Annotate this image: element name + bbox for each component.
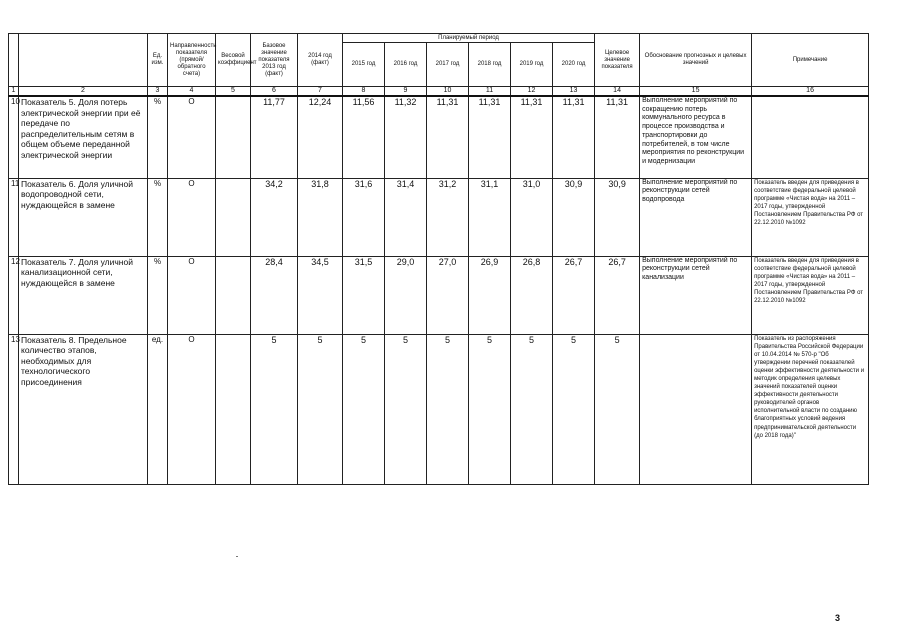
- unit-cell: ед.: [148, 334, 168, 484]
- scan-speck: [236, 556, 238, 557]
- weight-cell: [216, 96, 251, 178]
- plan-value: 11,31: [469, 96, 511, 178]
- col-number: 16: [752, 87, 869, 97]
- plan-value: 5: [427, 334, 469, 484]
- col-number: 9: [385, 87, 427, 97]
- table-row: [9, 334, 869, 484]
- direction-cell: О: [168, 256, 216, 334]
- header-col-a: [9, 34, 19, 87]
- note-text: [752, 96, 869, 178]
- plan-value: 11,31: [511, 96, 553, 178]
- plan-value: 26,7: [553, 256, 595, 334]
- plan-value: 5: [469, 334, 511, 484]
- plan-value: 11,56: [343, 96, 385, 178]
- plan-value: 31,4: [385, 178, 427, 256]
- row-number: 12: [9, 256, 19, 334]
- indicator-name: Показатель 8. Предельное количество этапов, необходимых для технологического присоединения: [19, 334, 148, 484]
- plan-value: 11,32: [385, 96, 427, 178]
- col-number: 11: [469, 87, 511, 97]
- plan-value: 11,31: [553, 96, 595, 178]
- base-value: 5: [251, 334, 298, 484]
- fact-2014-value: 5: [298, 334, 343, 484]
- plan-value: 5: [343, 334, 385, 484]
- note-text: Показатель введен для приведения в соответствие федеральной целевой программе «Чистая вода» на 2011 – 2017 годы, утвержденной Постановлением Правительства РФ от 22.12.2010 №1092: [752, 178, 869, 256]
- plan-value: 11,31: [427, 96, 469, 178]
- weight-cell: [216, 178, 251, 256]
- col-number: 12: [511, 87, 553, 97]
- header-year: 2018 год: [469, 43, 511, 87]
- target-value: 26,7: [595, 256, 640, 334]
- target-value: 5: [595, 334, 640, 484]
- justification-text: [640, 334, 752, 484]
- col-number: 13: [553, 87, 595, 97]
- weight-cell: [216, 334, 251, 484]
- note-text: Показатель введен для приведения в соответствие федеральной целевой программе «Чистая вода» на 2011 – 2017 годы, утвержденной Постановлением Правительства РФ от 22.12.2010 №1092: [752, 256, 869, 334]
- indicators-table: [8, 33, 869, 485]
- col-number: 5: [216, 87, 251, 97]
- header-target: Целевое значение показателя: [595, 34, 640, 87]
- direction-cell: О: [168, 96, 216, 178]
- header-year: 2020 год: [553, 43, 595, 87]
- col-number: 15: [640, 87, 752, 97]
- base-value: 28,4: [251, 256, 298, 334]
- header-year: 2016 год: [385, 43, 427, 87]
- column-numbers-row: [9, 87, 869, 97]
- row-number: 11: [9, 178, 19, 256]
- plan-value: 5: [511, 334, 553, 484]
- header-direction: Направленность показателя (прямой/обратного счета): [168, 34, 216, 87]
- direction-cell: О: [168, 334, 216, 484]
- row-number: 10: [9, 96, 19, 178]
- header-base: Базовое значение показателя 2013 год (факт): [251, 34, 298, 87]
- header-fact2014: 2014 год (факт): [298, 34, 343, 87]
- plan-value: 5: [553, 334, 595, 484]
- header-unit: Ед. изм.: [148, 34, 168, 87]
- unit-cell: %: [148, 96, 168, 178]
- plan-value: 31,5: [343, 256, 385, 334]
- col-number: 4: [168, 87, 216, 97]
- plan-value: 26,8: [511, 256, 553, 334]
- col-number: 7: [298, 87, 343, 97]
- plan-value: 5: [385, 334, 427, 484]
- plan-value: 27,0: [427, 256, 469, 334]
- row-number: 13: [9, 334, 19, 484]
- plan-value: 26,9: [469, 256, 511, 334]
- plan-value: 31,6: [343, 178, 385, 256]
- plan-value: 31,2: [427, 178, 469, 256]
- col-number: 3: [148, 87, 168, 97]
- fact-2014-value: 31,8: [298, 178, 343, 256]
- table-row: [9, 256, 869, 334]
- col-number: 6: [251, 87, 298, 97]
- header-justification: Обоснование прогнозных и целевых значений: [640, 34, 752, 87]
- fact-2014-value: 12,24: [298, 96, 343, 178]
- header-note: Примечание: [752, 34, 869, 87]
- header-row: [9, 34, 869, 43]
- col-number: 8: [343, 87, 385, 97]
- header-period: Планируемый период: [343, 34, 595, 43]
- fact-2014-value: 34,5: [298, 256, 343, 334]
- weight-cell: [216, 256, 251, 334]
- table-row: [9, 96, 869, 178]
- base-value: 34,2: [251, 178, 298, 256]
- justification-text: Выполнение мероприятий по реконструкции сетей канализации: [640, 256, 752, 334]
- base-value: 11,77: [251, 96, 298, 178]
- target-value: 11,31: [595, 96, 640, 178]
- plan-value: 31,0: [511, 178, 553, 256]
- direction-cell: О: [168, 178, 216, 256]
- justification-text: Выполнение мероприятий по сокращению потерь коммунального ресурса в процессе производства и транспортировки до потребителей, в том числе мероприятия по реконструкции и модернизации: [640, 96, 752, 178]
- indicator-name: Показатель 7. Доля уличной канализационной сети, нуждающейся в замене: [19, 256, 148, 334]
- note-text: Показатель из распоряжения Правительства Российской Федерации от 10.04.2014 № 570-р "Об утверждении перечней показателей оценки эффективности деятельности и методик определения целевых значений показателей оценки эффективности деятельности руководителей органов исполнительной власти по созданию благоприятных условий ведения предпринимательской деятельности (до 2018 года)": [752, 334, 869, 484]
- indicator-name: Показатель 6. Доля уличной водопроводной сети, нуждающейся в замене: [19, 178, 148, 256]
- table-row: [9, 178, 869, 256]
- header-year: 2015 год: [343, 43, 385, 87]
- header-year: 2019 год: [511, 43, 553, 87]
- page-number: 3: [835, 613, 841, 623]
- header-weight: Весовой коэффициент: [216, 34, 251, 87]
- header-col-b: [19, 34, 148, 87]
- unit-cell: %: [148, 178, 168, 256]
- plan-value: 29,0: [385, 256, 427, 334]
- justification-text: Выполнение мероприятий по реконструкции сетей водопровода: [640, 178, 752, 256]
- col-number: 1: [9, 87, 19, 97]
- plan-value: 30,9: [553, 178, 595, 256]
- indicator-name: Показатель 5. Доля потерь электрической энергии при её передаче по распределительным сетям в общем объеме переданной электрической энергии: [19, 96, 148, 178]
- header-year: 2017 год: [427, 43, 469, 87]
- col-number: 14: [595, 87, 640, 97]
- target-value: 30,9: [595, 178, 640, 256]
- col-number: 10: [427, 87, 469, 97]
- plan-value: 31,1: [469, 178, 511, 256]
- unit-cell: %: [148, 256, 168, 334]
- col-number: 2: [19, 87, 148, 97]
